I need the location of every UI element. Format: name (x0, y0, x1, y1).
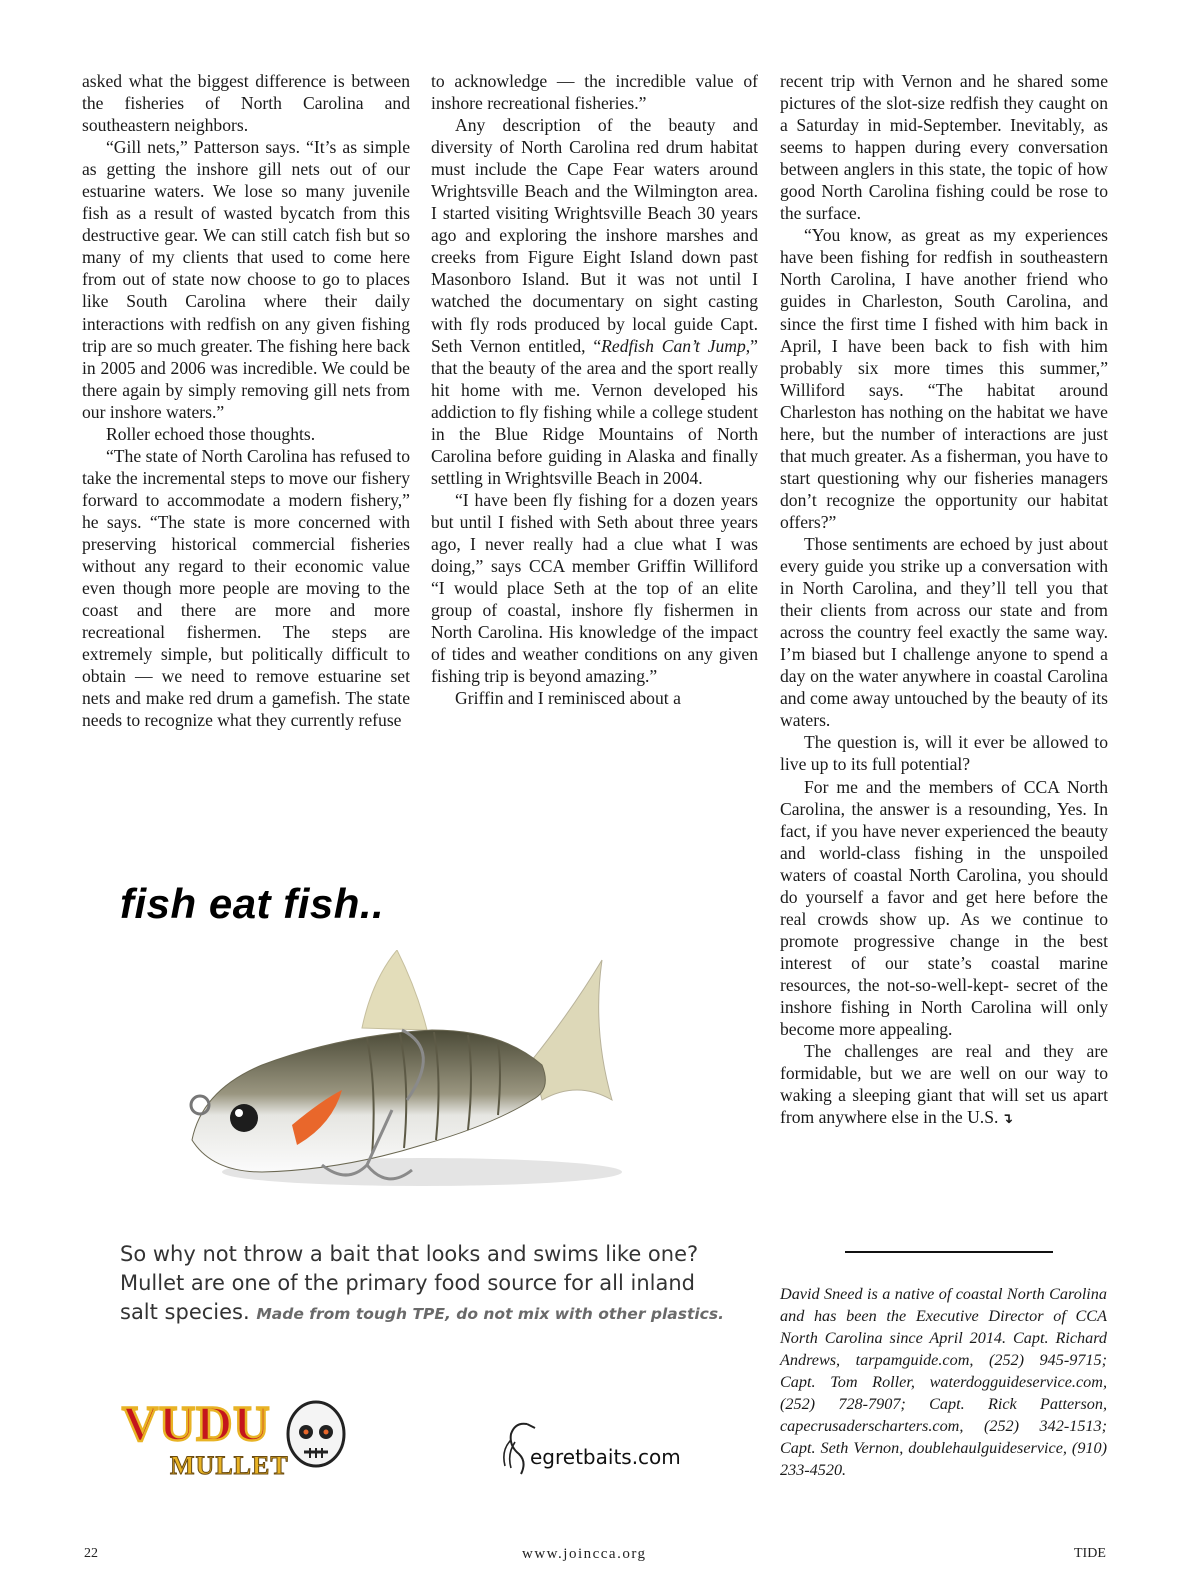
fish-eye (230, 1104, 258, 1132)
paragraph: “You know, as great as my experiences have been fishing for redfish in southeastern North Carolina, I have another friend who guides in Charleston, South Carolina, and since the first time I fished with him back in April, I have been back to fish with him probably six more times this summer,” Williford says. “The habitat around Charleston has nothing on the habitat we have here, but the number of interactions are just that much greater. As a fisherman, you have to start questioning why our fisheries managers don’t recognize the opportunity our habitat offers?” (780, 225, 1108, 532)
paragraph: recent trip with Vernon and he shared some pictures of the slot-size redfish they caught on a Saturday in mid-September. Inevitably, as seems to happen during every conversation between anglers in this state, the topic of how good North Carolina fishing could be rose to the surface. (780, 71, 1108, 224)
ad-copy-line: So why not throw a bait that looks and swims like one? (120, 1242, 699, 1266)
paragraph: For me and the members of CCA North Carolina, the answer is a resounding, Yes. In fact, if you have never experienced the beauty and world-class fishing in the unspoiled waters of coastal North Carolina, you should do yourself a favor and get here before the real crowds show up. As we continue to promote progressive change in the best interest of our state’s coastal marine resources, the not-so-well-kept- secret of the inshore fishing in North Carolina will only become more appealing. (780, 776, 1108, 1040)
paragraph-text: The challenges are real and they are formidable, but we are well on our way to waking a sleeping giant that will set us apart from anywhere else in the U.S. (780, 1041, 1108, 1128)
bio-divider (845, 1251, 1053, 1253)
ad-copy (120, 1240, 740, 1329)
vudu-mullet-advertisement (82, 860, 742, 1500)
paragraph: Roller echoed those thoughts. (106, 423, 316, 444)
paragraph: asked what the biggest difference is between the fisheries of North Carolina and southeastern neighbors. (82, 71, 410, 136)
footer-url: www.joincca.org (522, 1546, 647, 1562)
film-title: Redfish Can’t Jump (601, 335, 746, 356)
paragraph-text: Any description of the beauty and diversity of North Carolina red drum habitat must include the Cape Fear waters around Wrightsville Beach and the Wilmington area. I started visiting Wrightsville Beach 30 years ago and exploring the inshore marshes and creeks from Figure Eight Island down past Masonboro Island. But it was not until I watched the documentary on sight casting with fly rods produced by local guide Capt. Seth Vernon entitled, “ (431, 115, 758, 356)
skull-icon (288, 1402, 344, 1466)
ad-headline: fish eat fish.. (120, 880, 385, 927)
logo-text-vudu: VUDU (122, 1395, 271, 1451)
paragraph: “Gill nets,” Patterson says. “It’s as simple as getting the inshore gill nets out of our estuarine waters. We lose so many juvenile fish as a result of wasted bycatch from this destructive gear. We can still catch fish but so many of my clients that used to come here from out of state now choose to go to places like South Carolina where their daily interactions with redfish on any given fishing trip are so much greater. The fishing here back in 2005 and 2006 was incredible. We could be there again by simply removing gill nets from our inshore waters.” (82, 137, 410, 422)
ad-copy-line (120, 1298, 740, 1329)
fish-dorsal-fin (362, 950, 427, 1030)
paragraph: The question is, will it ever be allowed to live up to its full potential? (780, 732, 1108, 775)
line-tie-ring (191, 1096, 209, 1114)
paragraph: “The state of North Carolina has refused to take the incremental steps to move our fishery forward to accommodate a modern fishery,” he says. “The state is more concerned with preserving historical commercial fisheries without any regard to their economic value even though more people are moving to the coast and there are more and more recreational fishermen. The steps are extremely simple, but politically difficult to obtain — we need to remove estuarine set nets and make red drum a gamefish. The state needs to recognize what they currently refuse (82, 445, 410, 731)
ad-copy-line: Mullet are one of the primary food source for all inland (120, 1271, 695, 1295)
paragraph (780, 1040, 1108, 1130)
vudu-mullet-logo (120, 1388, 350, 1480)
fish-hook-end-mark-icon: ↴ (1001, 1111, 1014, 1128)
page-number: 22 (84, 1546, 98, 1561)
paragraph: “I have been fly fishing for a dozen years but until I fished with Seth about three years ago, I never really had a clue what I was doing,” says CCA member Griffin Williford “I would place Seth at the top of an elite group of coastal, inshore fly fishermen in North Carolina. His knowledge of the impact of tides and weather conditions on any given fishing trip is beyond amazing.” (431, 489, 758, 687)
ad-website: egretbaits.com (530, 1445, 681, 1469)
ad-fine-print: Made from tough TPE, do not mix with other plastics. (256, 1305, 724, 1323)
magazine-name: TIDE (1074, 1546, 1106, 1561)
article-column-2 (431, 70, 758, 709)
paragraph (431, 114, 758, 489)
article-column-3 (780, 70, 1108, 1130)
logo-text-mullet: MULLET (170, 1451, 289, 1480)
paragraph: Those sentiments are echoed by just about every guide you strike up a conversation with in North Carolina, and they’ll tell you that their clients from across our state and from across the country feel exactly the same way. I’m biased but I challenge anyone to spend a day on the water anywhere in coastal Carolina and come away untouched by the beauty of its waters. (780, 533, 1108, 731)
paragraph: Griffin and I reminisced about a (455, 688, 681, 709)
swimbait-fish-image (172, 950, 632, 1220)
paragraph-text: ,” that the beauty of the area and the sport really hit home with me. Vernon developed his addiction to fly fishing while a college student in the Blue Ridge Mountains of North Carolina before guiding in Alaska and finally settling in Wrightsville Beach in 2004. (431, 335, 758, 488)
paragraph: to acknowledge — the incredible value of inshore recreational fisheries.” (431, 71, 758, 114)
article-column-1 (82, 70, 410, 731)
author-bio: David Sneed is a native of coastal North Carolina and has been the Executive Director of CCA North Carolina since April 2014. Capt. Richard Andrews, tarpamguide.com, (252) 945-9715; Capt. Tom Roller, waterdogguideservice.com, (252) 728-7907; Capt. Rick Patterson, capecrusaderscharters.com, (252) 342-1513; Capt. Seth Vernon, doublehaulguideservice, (910) 233-4520. (780, 1285, 1107, 1479)
ad-copy-text: salt species. (120, 1300, 250, 1324)
